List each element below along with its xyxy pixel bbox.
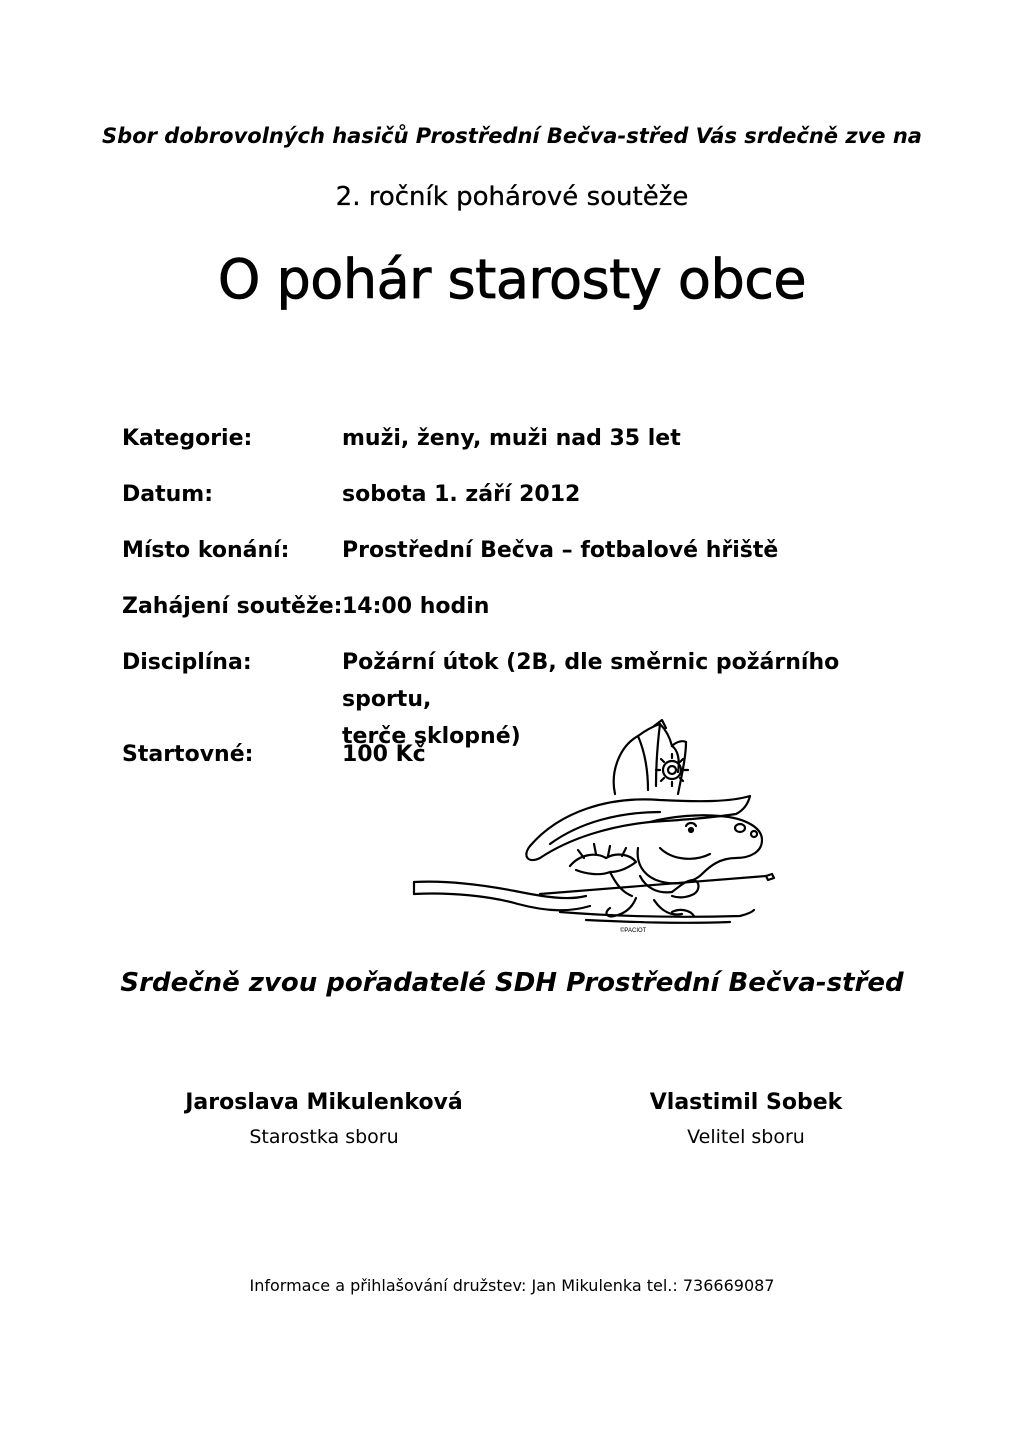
detail-value: Prostřední Bečva – fotbalové hřiště — [342, 538, 779, 563]
detail-label: Místo konání: — [122, 538, 290, 563]
signatory-right — [616, 1086, 876, 1154]
closing-line: Srdečně zvou pořadatelé SDH Prostřední Bečva-střed — [120, 968, 904, 998]
page-title: O pohár starosty obce — [217, 248, 807, 311]
intro-line: Sbor dobrovolných hasičů Prostřední Bečva-střed Vás srdečně zve na — [102, 124, 922, 148]
detail-value: muži, ženy, muži nad 35 let — [342, 426, 681, 451]
signatory-name: Jaroslava Mikulenková — [185, 1090, 463, 1115]
detail-label: Disciplína: — [122, 650, 252, 675]
firefighter-mascot-icon — [410, 716, 780, 936]
footer-contact: Informace a přihlašování družstev: Jan Mikulenka tel.: 736669087 — [249, 1276, 775, 1295]
signatory-left — [184, 1086, 464, 1154]
detail-value: 100 Kč — [342, 742, 426, 767]
detail-label: Datum: — [122, 482, 214, 507]
detail-value: sobota 1. září 2012 — [342, 482, 581, 507]
detail-value-line2: terče sklopné) — [342, 724, 521, 749]
signatory-name: Vlastimil Sobek — [649, 1090, 843, 1115]
detail-label: Zahájení soutěže: — [122, 594, 343, 619]
detail-label: Startovné: — [122, 742, 254, 767]
detail-value: 14:00 hodin — [342, 594, 490, 619]
subtitle: 2. ročník pohárové soutěže — [335, 182, 689, 212]
signatory-role: Velitel sboru — [687, 1126, 805, 1148]
artist-signature: ©PACIOT — [620, 928, 647, 934]
detail-value-line1: Požární útok (2B, dle směrnic požárního sportu, — [342, 650, 840, 712]
detail-label: Kategorie: — [122, 426, 253, 451]
signatory-role: Starostka sboru — [249, 1126, 399, 1148]
